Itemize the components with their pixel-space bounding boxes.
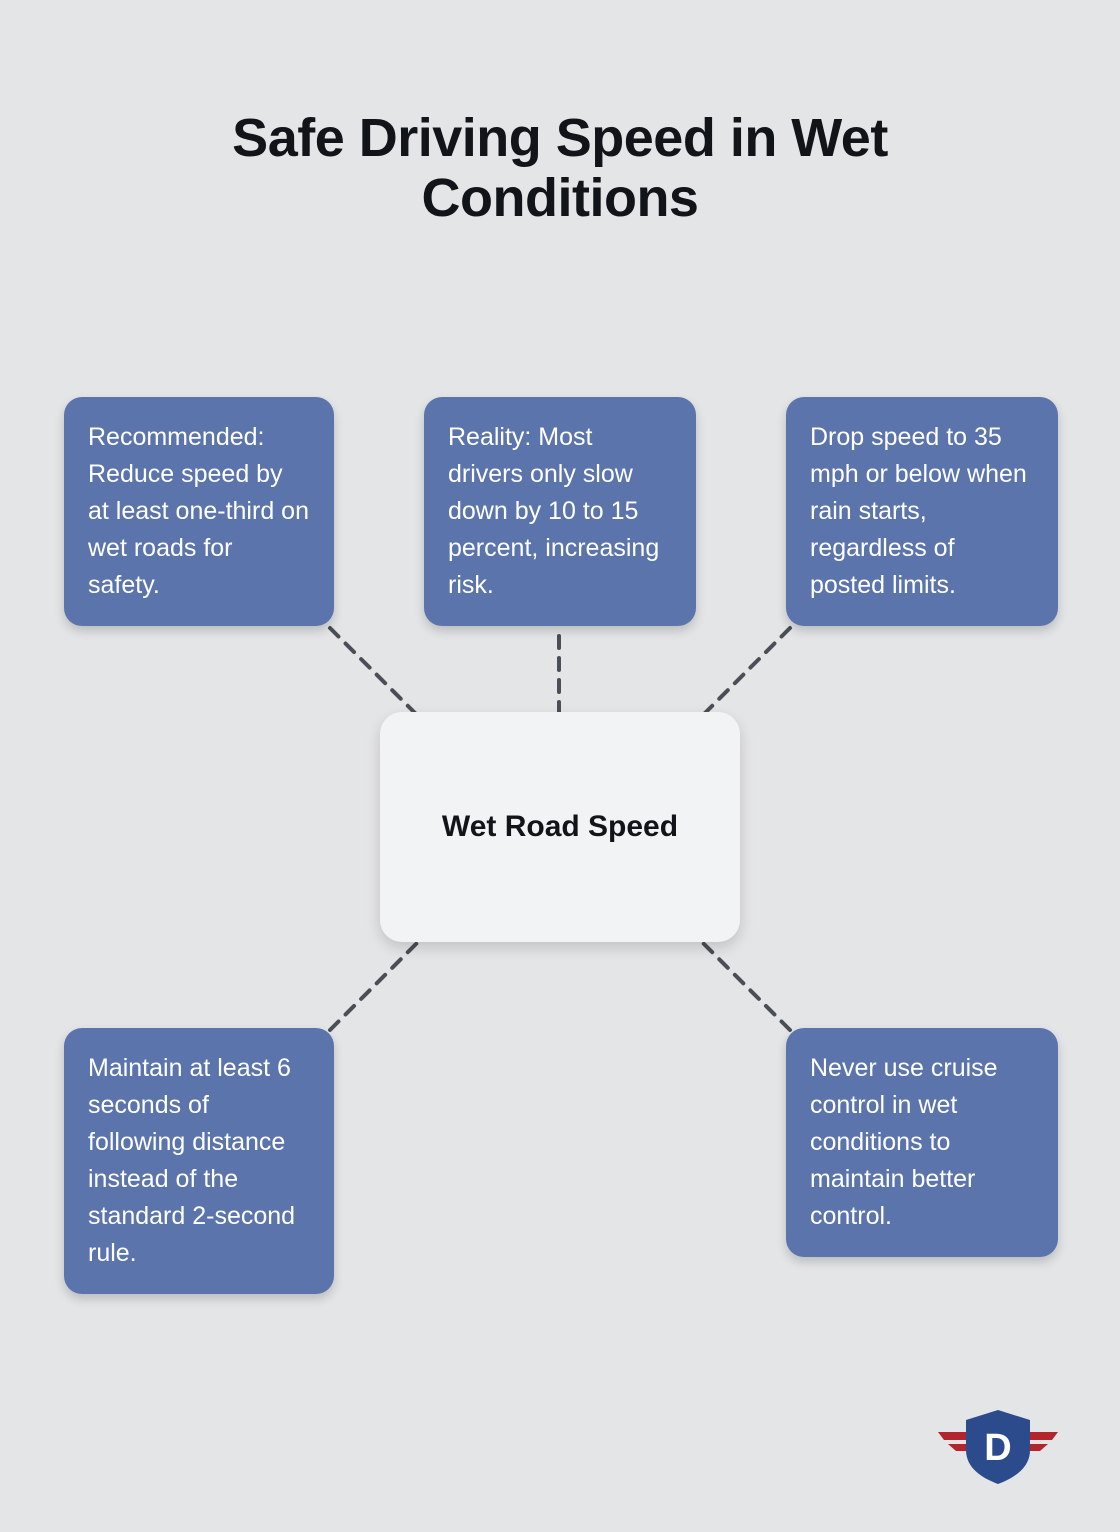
connector-line-3 [700, 628, 790, 718]
node-reality-slow-down: Reality: Most drivers only slow down by 10 to 15 percent, increasing risk. [424, 397, 696, 626]
center-node-label: Wet Road Speed [441, 810, 679, 843]
connector-line-5 [700, 940, 790, 1030]
center-node [380, 712, 740, 942]
node-drop-speed-35mph: Drop speed to 35 mph or below when rain starts, regardless of posted limits. [786, 397, 1058, 626]
connector-line-1 [330, 628, 420, 718]
logo-letter: D [984, 1427, 1012, 1469]
connector-line-4 [330, 940, 420, 1030]
node-recommended-reduce-speed: Recommended: Reduce speed by at least one-third on wet roads for safety. [64, 397, 334, 626]
node-no-cruise-control: Never use cruise control in wet conditions to maintain better control. [786, 1028, 1058, 1257]
page-title: Safe Driving Speed in Wet Conditions [232, 108, 888, 229]
brand-logo [934, 1398, 1062, 1490]
node-following-distance: Maintain at least 6 seconds of following distance instead of the standard 2-second rule. [64, 1028, 334, 1294]
